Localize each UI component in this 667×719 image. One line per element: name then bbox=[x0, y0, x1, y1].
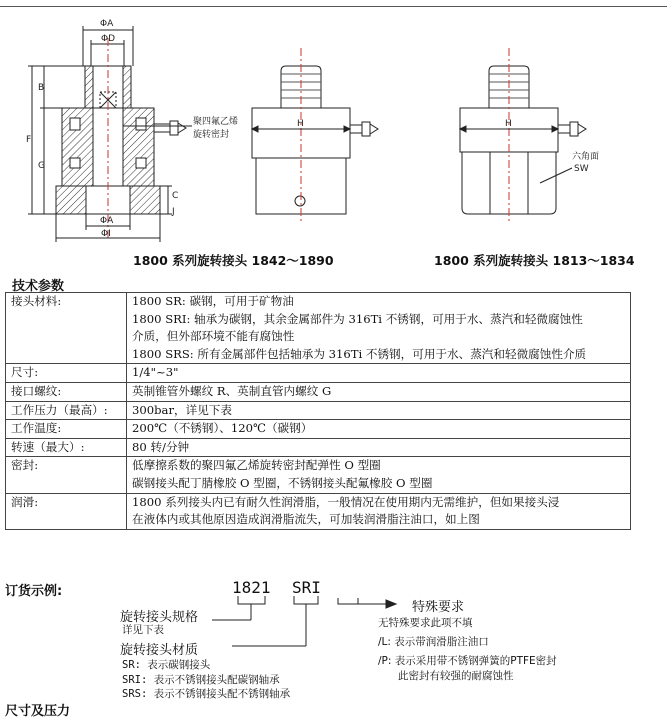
dim-oi: ΦI bbox=[101, 229, 111, 239]
row-line: 1/4"~3" bbox=[132, 365, 179, 380]
dim-c: C bbox=[172, 191, 179, 201]
special-p: /P: 表示采用带不锈钢弹簧的PTFE密封 bbox=[378, 655, 557, 667]
row-line: 200℃（不锈钢）、120℃（碳钢） bbox=[132, 421, 313, 436]
table-row bbox=[6, 438, 631, 457]
dim-g: G bbox=[38, 161, 45, 171]
spec-title: 旋转接头规格 bbox=[120, 610, 199, 625]
special-none: 无特殊要求此项不填 bbox=[378, 617, 473, 629]
table-row bbox=[6, 364, 631, 383]
material-sri: SRI: 表示不锈钢接头配碳钢轴承 bbox=[122, 674, 280, 686]
row-key: 密封: bbox=[6, 457, 127, 493]
row-key: 润滑: bbox=[6, 493, 127, 529]
row-line: 英制锥管外螺纹 R、英制直管内螺纹 G bbox=[132, 383, 332, 398]
dim-b: B bbox=[38, 83, 45, 93]
row-line: 在液体内或其他原因造成润滑脂流失，可加装润滑脂注油口，如上图 bbox=[132, 512, 480, 527]
table-row bbox=[6, 293, 631, 364]
row-value bbox=[127, 401, 631, 420]
dim-h-right: H bbox=[505, 119, 512, 129]
row-value bbox=[127, 438, 631, 457]
special-l: /L: 表示带润滑脂注油口 bbox=[378, 636, 489, 648]
exterior-view-small bbox=[460, 48, 586, 223]
order-code-material: SRI bbox=[292, 578, 321, 597]
special-title: 特殊要求 bbox=[412, 600, 465, 615]
hex-note-2: SW bbox=[574, 164, 589, 174]
dim-h-mid: H bbox=[297, 119, 304, 129]
seal-note-2: 旋转密封 bbox=[193, 130, 230, 140]
material-srs: SRS: 表示不锈钢接头配不锈钢轴承 bbox=[122, 688, 291, 700]
row-value bbox=[127, 293, 631, 364]
row-key: 转速（最大）: bbox=[6, 438, 127, 457]
rotary-joint-drawings bbox=[0, 8, 667, 248]
row-value bbox=[127, 382, 631, 401]
special-p2: 此密封有较强的耐腐蚀性 bbox=[398, 670, 514, 682]
table-row bbox=[6, 401, 631, 420]
row-value bbox=[127, 364, 631, 383]
row-key: 工作温度: bbox=[6, 420, 127, 439]
dim-oa-top: ΦA bbox=[100, 19, 114, 29]
section-view bbox=[28, 26, 192, 242]
row-value bbox=[127, 420, 631, 439]
exterior-view-large bbox=[252, 48, 378, 223]
top-rule bbox=[0, 6, 667, 7]
row-key: 工作压力（最高）: bbox=[6, 401, 127, 420]
order-example-label: 订货示例: bbox=[5, 584, 63, 599]
row-line: 低摩擦系数的聚四氟乙烯旋转密封配弹性 O 型圈 bbox=[132, 458, 381, 473]
row-line: 碳钢接头配丁腈橡胶 O 型圈，不锈钢接头配氟橡胶 O 型圈 bbox=[132, 475, 433, 490]
row-value bbox=[127, 493, 631, 529]
tech-params-title: 技术参数 bbox=[12, 279, 65, 294]
material-sr: SR: 表示碳钢接头 bbox=[122, 659, 211, 671]
row-line: 1800 系列接头内已有耐久性润滑脂，一般情况在使用期内无需维护，但如果接头浸 bbox=[132, 494, 560, 509]
table-row bbox=[6, 420, 631, 439]
row-value bbox=[127, 457, 631, 493]
order-connectors bbox=[0, 590, 667, 670]
row-key: 尺寸: bbox=[6, 364, 127, 383]
dim-f: F bbox=[26, 135, 32, 145]
row-line: 1800 SRI: 轴承为碳钢，其余金属部件为 316Ti 不锈钢，可用于水、蒸汽和轻微腐蚀性 bbox=[132, 311, 583, 326]
row-line: 1800 SRS: 所有金属部件包括轴承为 316Ti 不锈钢，可用于水、蒸汽和轻微腐蚀性介质 bbox=[132, 346, 587, 361]
table-row bbox=[6, 382, 631, 401]
row-line: 1800 SR: 碳钢，可用于矿物油 bbox=[132, 294, 294, 308]
row-line: 介质，但外部环境不能有腐蚀性 bbox=[132, 329, 295, 344]
material-title: 旋转接头材质 bbox=[120, 643, 199, 658]
dim-oa-bottom: ΦA bbox=[100, 216, 114, 226]
spec-sub: 详见下表 bbox=[122, 624, 164, 636]
table-row bbox=[6, 457, 631, 493]
caption-right: 1800 系列旋转接头 1813～1834 bbox=[434, 253, 635, 268]
row-line: 80 转/分钟 bbox=[132, 439, 190, 454]
size-pressure-label: 尺寸及压力 bbox=[5, 704, 71, 719]
order-code-model: 1821 bbox=[232, 578, 271, 597]
caption-left: 1800 系列旋转接头 1842～1890 bbox=[133, 253, 334, 268]
dim-j: J bbox=[172, 207, 175, 217]
hex-note-1: 六角面 bbox=[572, 152, 600, 162]
tech-params-table bbox=[5, 292, 631, 530]
row-line: 300bar，详见下表 bbox=[132, 402, 232, 417]
table-row bbox=[6, 493, 631, 529]
row-key: 接头材料: bbox=[6, 293, 127, 364]
dim-od: ΦD bbox=[101, 34, 116, 44]
row-key: 接口螺纹: bbox=[6, 382, 127, 401]
seal-note-1: 聚四氟乙烯 bbox=[193, 117, 239, 127]
